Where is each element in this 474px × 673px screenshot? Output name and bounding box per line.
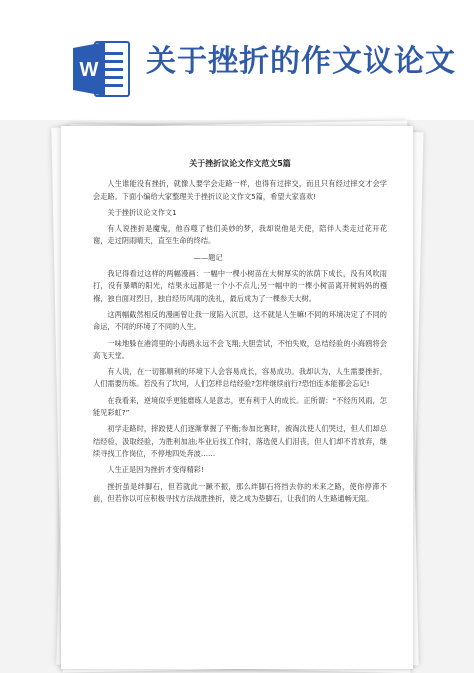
paragraph: 人生谁能没有挫折，就像人要学会走路一样，也得有过摔交，而且只有经过摔交才会学会走路。下面小编给大家整理关于挫折议论文作文5篇，希望大家喜欢! [93,179,387,201]
paragraph: 有人说挫折是魔鬼，他吞噬了他们美妙的梦，我却说他是天使，陪伴人类走过花开花谢，走过阴雨晴天，直至生命的终结。 [93,224,387,246]
document-title: 关于挫折议论文作文范文5篇 [189,159,291,168]
banner [0,0,474,120]
paragraph: 有人说，在一切都顺利的环境下人会容易成长，容易成功。我却认为，人生需要挫折，人们需要历练。若没有了坎坷，人们怎样总结经验?怎样继续前行?恐怕连本能都会忘记! [93,367,387,389]
paragraph: 挫折虽是绊脚石，但若就此一蹶不振，那么绊脚石将挡去你的未来之路，使你停滞不前，但若你以可应积极寻找方法战胜挫折，使之成为垫脚石，让我们的人生路通畅无阻。 [93,481,387,503]
paragraph: 这两幅截然相反的漫画曾让我一度陷入沉思，这不就是人生嘛!不同的环境决定了不同的命运，不同的环境了不同的人生。 [93,309,387,332]
paragraph: 在我看来，逆境似乎更能磨练人是意志，更有利于人的成长。正所谓：“不经历风雨，怎能见彩虹?” [93,395,387,418]
word-logo-letter: W [79,59,99,81]
document-body [93,158,387,509]
paragraph: 一味地躲在港湾里的小海鸥永远不会飞翔;大胆尝试，不怕失败，总结经验的小海鸥将会高飞天堂。 [93,338,387,360]
epigraph-signature: ——题记 [193,252,223,262]
paragraph: 我记得看过这样的两幅漫画：一幅中一棵小树苗在大树厚实的浓荫下成长，没有风吹雨打，没有暴晒的阳光，结果永远都是一个小不点儿;另一幅中的一棵小树苗离开树妈妈的襁褓，独自面对烈日，独自经历风雨的洗礼，最后成为了一棵参天大树。 [93,269,387,303]
banner-title: 关于挫折的作文议论文 [146,44,456,79]
section-heading: 关于挫折议论文作文1 [107,207,177,217]
document-preview [55,120,421,669]
document-page [61,126,413,669]
paragraph: 人生正是因为挫折才变得精彩! [107,465,204,475]
word-icon [73,38,131,100]
paragraph: 初学走路时，摔跤使人们逐渐掌握了平衡;参加比赛时，被淘汰使人们哭过，但人们却总结经验，汲取经验，为胜利加油;毕业后找工作时，落选使人们泪丧，但人们却不肯放弃，继续寻找工作岗位，不停地四处奔波…… [93,424,387,458]
